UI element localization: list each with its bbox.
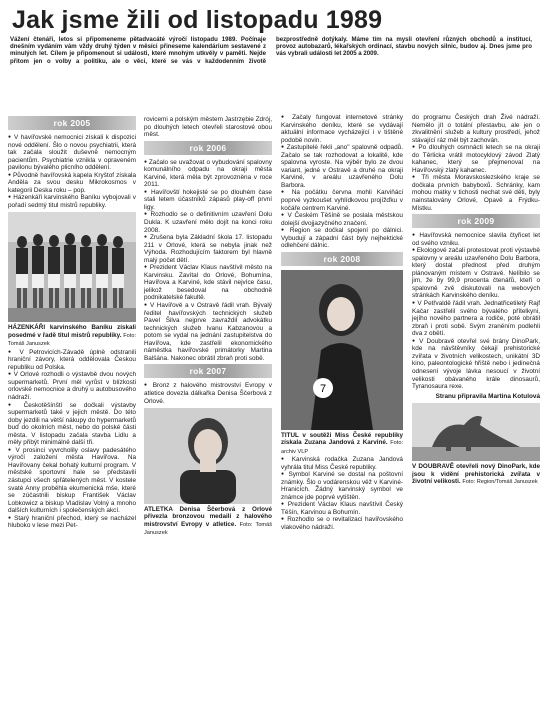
photo-caption: V DOUBRAVĚ otevřeli nový DinoPark, kde jsou k vidění prehistorická zvířata v životní velikosti. Foto: Region/Tomáš Januszek bbox=[412, 463, 540, 485]
list-item: ● Havířovští hokejisté se po dlouhém čase stali letem účastníků zápasů play-off první ligy. bbox=[144, 189, 272, 212]
list-item: ● V Orlové rozhodli o výstavbě dvou nových supermarketů. První měl vyrůst v blízkosti orlovské nemocnice a druhý u autobusového nádraží. bbox=[8, 371, 136, 401]
list-item: ● V havířovské nemocnici získali k dispozici nové oddělení. Šlo o novou psychiatrii, která tak začala sloužit duševně nemocným pacientům. Psychiatrie vznikla v opraveném pavilonu bývalého plicního oddělení. bbox=[8, 134, 136, 172]
athlete-portrait-photo bbox=[144, 408, 272, 504]
list-item: ● Rozhodlo se o revitalizaci havířovského vlakového nádraží. bbox=[281, 516, 403, 531]
list-item: ● V Petrovicích-Závadě úplně odstranili hraniční závory, která oddělovala Českou republiku od Polska. bbox=[8, 349, 136, 372]
column-1 bbox=[8, 114, 136, 530]
list-item: ● Házenkáři karvinského Baníku vybojovali v pořadí sedmý titul mistrů republiky. bbox=[8, 194, 136, 209]
list-item: ● V Havířově a v Ostravě řádil vrah. Bývalý ředitel havířovských technických služeb Pavel Šilva nejprve zavraždil advokátku technických služeb Ivanu Kabzanovou a potom se vydal na jednání zastupitelstva do Havířova, kde zastřelil ekonomického náměstka havířovské primátorky Martina Balšána. Nakonec obrátil zbraň proti sobě. bbox=[144, 302, 272, 362]
photo-caption: TITUL v soutěži Miss České republiky získala Zuzana Jandová z Karviné. Foto: archiv VLP bbox=[281, 431, 403, 455]
section-bar-2008: rok 2008 bbox=[281, 252, 403, 266]
list-item: ● Prezident Václav Klaus navštívil Český Těšín, Karvinou a Bohumín. bbox=[281, 501, 403, 516]
page-title: Jak jsme žili od listopadu 1989 bbox=[12, 6, 383, 34]
list-item: ● Rozhodlo se o definitivním uzavření Dolu Dukla. K uzavření mělo dojít na konci roku 2008. bbox=[144, 211, 272, 234]
list-item: ● Tři města Moravskoslezského kraje se dočkala prvních babyboxů. Schránky, kam mohou matky v tichosti nechat své děti, byly nainstalovány Orlové, Opavě a Frýdku-Místku. bbox=[412, 174, 540, 212]
list-item: ● Zrušena byla Základní škola 17. listopadu 211 v Orlové, která se nebyla jinak než Výhoda. Rozhodujícím faktorem byl hlavně malý počet dětí. bbox=[144, 234, 272, 264]
list-item: ● Havířovská nemocnice slavila čtyřicet let od svého vzniku. bbox=[412, 232, 540, 247]
dinopark-photo bbox=[412, 403, 540, 461]
list-item: ● Začaly fungovat internetové stránky Karvinského deníku, které se vydávají aktuální informace vycházející i v tištěné podobě novin. bbox=[281, 114, 403, 144]
list-item: ● Prezident Václav Klaus navštívil město na Karvinsku. Zavítal do Orlové, Bohumína, Havířova a Karviné, kde stávil nejvíce času, jelikož besedoval na obchodně podnikatelské fakultě. bbox=[144, 264, 272, 302]
list-item: ● Českotěšínští se dočkali výstavby supermarketů také v jejich městě. Do této doby jezdili na větší nákupy do hypermarketů buď do okolních měst, nebo do polské části města. V listopadu začala stavba Lidlu a měly přibýt minimálně další tři. bbox=[8, 402, 136, 447]
continued-text: do programu Českých drah Živé nádraží. Nemělo jít o totální přestavbu, ale jen o zkvalitnění služeb a kultury prostředí, jehož stávající ráz měl být zachován. bbox=[412, 114, 540, 144]
list-item: ● Začalo se uvažovat o vybudování spalovny komunálního odpadu na okraji města Karviné, která měla být zprovozněna v roce 2011. bbox=[144, 159, 272, 189]
list-item: ● Karvinská rodačka Zuzana Jandová vyhrála titul Miss České republiky. bbox=[281, 456, 403, 471]
list-item: ● Bronz z halového mistrovství Evropy v atletice dovezla dálkařka Denisa Ščerbová z Orlové. bbox=[144, 382, 272, 405]
section-bar-2009: rok 2009 bbox=[412, 214, 540, 228]
list-item: ● Starý hraniční přechod, který se nacházel hluboko v lese mezi Pet- bbox=[8, 515, 136, 530]
list-item: ● V prosinci vyvrcholily oslavy padesátého výročí založení města Havířova. Na Havířovany čekal bohatý kulturní program. V městské sportovní hale se představili zástupci všech spřátelených měst. V kostele svaté Anny proběhla ekumenická mše, které se zúčastnili biskup František Václav Lobkowicz a biskup Vladislav Volný a mnoho dalších kulturních i společenských akcí. bbox=[8, 447, 136, 515]
intro-text: Vážení čtenáři, letos si připomeneme pětadvacáté výročí listopadu 1989. Počínaje dnešním vydáním vám vždy druhý týden v měsíci přineseme kalendárium sestavené z minulých let. Cílem je připomenout si události, které mnohým utkvěly v paměti. Nejde přitom jen o volby a politiku, ale o věci, které se vás v každodenním životě bezprostředně dotýkaly. Máme tím na mysli otevření různých obchodů a institucí, provoz autobazarů, lékařských ordinací, stavbu nových silnic, budov aj. Dnes jsme pro vás vybrali události let 2005 a 2009. bbox=[10, 36, 532, 65]
list-item: ● Na počátku června mohli Karviňáci poprvé vyzkoušet vyhlídkovou projížďku v kočáře centrem Karviné. bbox=[281, 189, 403, 212]
list-item: ● V Petřvaldě řádil vrah. Jednatřicetiletý Rajf Kačar zastřelil svého bývalého přítelkyni, jejího nového partnera a rodiče, poté obrátil zbraň i proti sobě. Svým zraněním podlehli dva z obětí. bbox=[412, 300, 540, 338]
list-item: ● Zastupitelé řekli „ano" spalovně odpadů. Začalo se tak rozhodovat a lokalitě, kde spalovna vyroste. Na výběr bylo ze dvou variant, jedné v Ostravě a druhé na okraji Karviné, v areálu uzavřeného Dolu Barbora. bbox=[281, 144, 403, 189]
column-2 bbox=[144, 116, 272, 538]
list-item: ● Ekologové začali protestovat proti výstavbě spalovny v areálu uzavřeného Dolu Barbora, který dostal přednost před druhým plánovaným místem v Ostravě. Nelíbilo se jim, že by 99,9 procenta čtenářů, kteří o spalovně zvě diskutovali na webových stránkách Karvinského deníku. bbox=[412, 247, 540, 300]
section-bar-2005: rok 2005 bbox=[8, 116, 136, 130]
list-item: ● Region se dočkal spojení po dálnici. Vybudují a západní část byly nejhektické odlehčení dálnic. bbox=[281, 227, 403, 250]
column-4 bbox=[412, 114, 540, 486]
list-item: ● V Doubravě otevřel své brány DinoPark, kde na návštěvníky čekají prehistorické zvířata v životních velikostech, unikátní 3D kino, paleontologické hřiště nebo i jedinečná odnesení vývoje lávka nesoucí v životní velikosti obávaného krále dinosaurů, Tyranosaura rexe. bbox=[412, 338, 540, 391]
miss-portrait-photo bbox=[281, 270, 403, 430]
section-bar-2006: rok 2006 bbox=[144, 141, 272, 155]
list-item: ● Po dlouhých osmnácti letech se na okraji do Těrlicka vrátil motocyklový závod Zlatý kahanec, který se přejmenoval na Havířovský zlatý kahanec. bbox=[412, 144, 540, 174]
svg-text:7: 7 bbox=[319, 382, 327, 395]
continued-text: rovicemi a polským městem Jastrzębie Zdrój, po dlouhých letech otevřeli starostové obou měst. bbox=[144, 116, 272, 139]
section-bar-2007: rok 2007 bbox=[144, 364, 272, 378]
photo-caption: ATLETKA Denisa Ščerbová z Orlové přivezla bronzovou medaili z halového mistrovství Evropy v atletice. Foto: Tomáš Januszek bbox=[144, 506, 272, 537]
list-item: ● Původně havířovská kapela Kryštof získala Anděla za svou desku Mikrokosmos v kategorii Deska roku – pop. bbox=[8, 172, 136, 195]
column-3 bbox=[281, 114, 403, 532]
list-item: ● V Českém Těšíně se poslala městskou dolejší dvojjazyčného značení. bbox=[281, 212, 403, 227]
photo-caption: HÁZENKÁŘI karvinského Baníku získali posedmé v řadě titul mistrů republiky. Foto: Tomáš Januszek bbox=[8, 324, 136, 348]
list-item: ● Symbol Karviné se dostal na poštovní známky. Šlo o vodárenskou věž v Karviné-Hranicích. Žádný karvinský symbol ve známce jde poprvé vytištěn. bbox=[281, 471, 403, 501]
author-signature: Stranu připravila Martina Kotulová bbox=[435, 392, 540, 400]
handball-team-photo bbox=[8, 212, 136, 322]
